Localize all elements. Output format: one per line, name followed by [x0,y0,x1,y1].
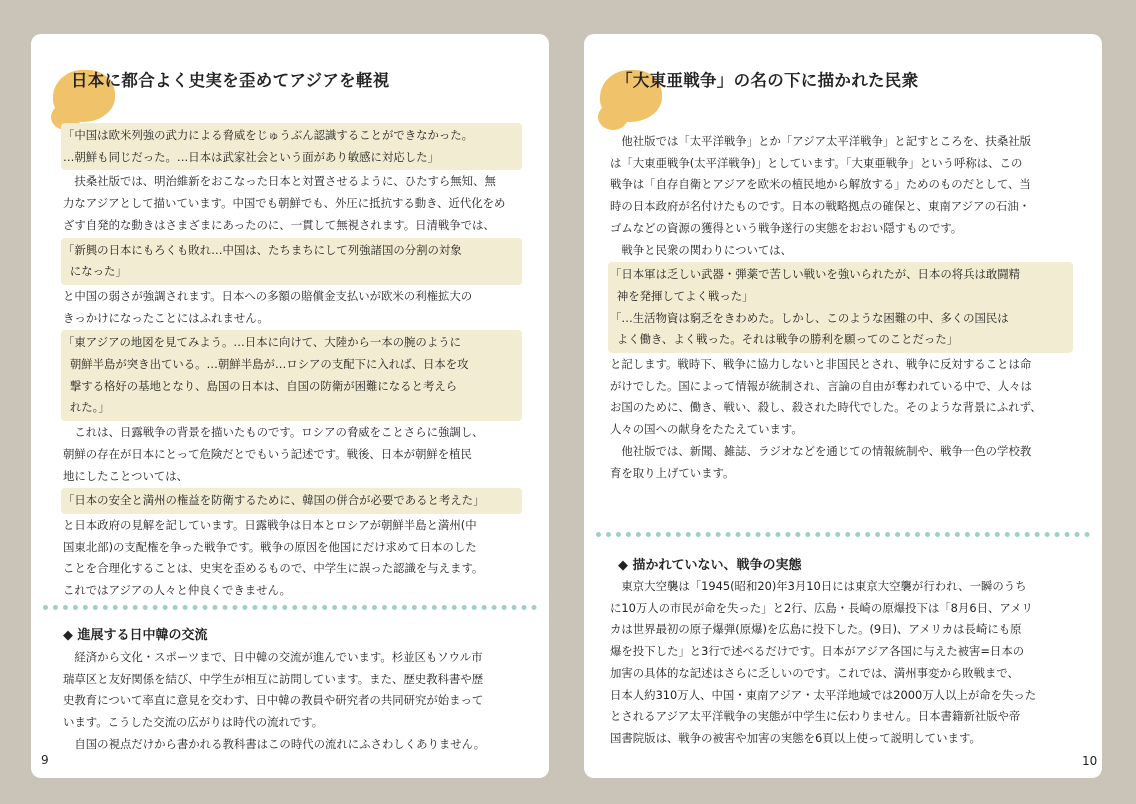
dotted-divider [596,532,1090,537]
page-title: 「大東亜戦争」の名の下に描かれた民衆 [616,71,919,90]
left-body: 「中国は欧米列強の武力による脅威をじゅうぶん認識することができなかった。 …朝鮮も同じだった。…日本は武家社会という面があり敏感に対応した」 扶桑社版では、明治維新をおこなった日本と対置させるように、ひたすら無知、無 力なアジアとして描いています。中国でも朝鮮でも、外圧に抵抗する動き、近代化をめ ざす自発的な動きはさまざまにあったのに、一貫して無視されます。日清戦争では、 「新興の日本にもろくも敗れ…中国は、たちまちにして列強諸国の分割の対象 になった」 と中国の弱さが強調されます。日本への多額の賠償金支払いが欧米の利権拡大の きっかけになったことにはふれません。 「東アジアの地図を見てみよう。…日本に向けて、大陸から一本の腕のように 朝鮮半島が突き出ている。…朝鮮半島が…ロシアの支配下に入れば、日本を攻 撃する格好の基地となり、島国の日本は、自国の防衛が困難になると考えら れた。」 これは、日露戦争の背景を描いたものです。ロシアの脅威をことさらに強調し、 朝鮮の存在が日本にとって危険だとでもいう記述です。戦後、日本が朝鮮を植民 地にしたことついては、 「日本の安全と満州の権益を防衛するために、韓国の併合が必要であると考えた」 と日本政府の見解を記しています。日露戦争は日本とロシアが朝鮮半島と満州(中 国東北部)の支配権を争った戦争です。戦争の原因を他国にだけ求めて日本のした ことを合理化することは、史実を歪めるもので、中学生に誤った認識を与えます。 これではアジアの人々と仲良くできません。 [63,122,519,602]
quote-block: 「日本の安全と満州の権益を防衛するために、韓国の併合が必要であると考えた」 [61,488,522,514]
right-body: 他社版では「太平洋戦争」とか「アジア太平洋戦争」と記すところを、扶桑社版 は「大東亜戦争(太平洋戦争)」としています。「大東亜戦争」という呼称は、この 戦争は「自存自衛とアジアを欧米の植民地から解放する」ためのものだとして、当 時の日本政府が名付けたものです。日本の戦略拠点の確保と、東南アジアの石油・ ゴムなどの資源の獲得という戦争遂行の実態をおおい隠すものです。 戦争と民衆の関わりについては、 「日本軍は乏しい武器・弾薬で苦しい戦いを強いられたが、日本の将兵は敢闘精 神を発揮してよく戦った」 「…生活物資は窮乏をきわめた。しかし、このような困難の中、多くの国民は よく働き、よく戦った。それは戦争の勝利を願ってのことだった」 と記します。戦時下、戦争に協力しないと非国民とされ、戦争に反対することは命 がけでした。国によって情報が統制され、言論の自由が奪われている中で、人々は お国のために、働き、戦い、殺し、殺された時代でした。そのような背景にふれず、 人々の国への献身をたたえています。 他社版では、新聞、雑誌、ラジオなどを通じての情報統制や、戦争一色の学校教 育を取り上げています。 [610,131,1070,484]
dotted-divider [43,605,537,610]
quote-block: 「新興の日本にもろくも敗れ…中国は、たちまちにして列強諸国の分割の対象 になった」 [61,238,522,285]
page-9 [31,34,549,778]
page-10 [584,34,1102,778]
quote-block: 「東アジアの地図を見てみよう。…日本に向けて、大陸から一本の腕のように 朝鮮半島が突き出ている。…朝鮮半島が…ロシアの支配下に入れば、日本を攻 撃する格好の基地となり、島国の日本は、自国の防衛が困難になると考えら れた。」 [61,330,522,421]
quote-block: 「中国は欧米列強の武力による脅威をじゅうぶん認識することができなかった。 …朝鮮も同じだった。…日本は武家社会という面があり敏感に対応した」 [61,123,522,170]
page-title: 日本に都合よく史実を歪めてアジアを軽視 [71,71,390,90]
left-body-2: 経済から文化・スポーツまで、日中韓の交流が進んでいます。杉並区もソウル市 瑞草区と友好関係を結び、中学生が相互に訪問しています。また、歴史教科書や歴 史教育について率直に意見を交わす、日中韓の教員や研究者の共同研究が始まって います。こうした交流の広がりは時代の流れです。 自国の視点だけから書かれる教科書はこの時代の流れにふさわしくありません。 [63,650,486,751]
section-subheading: ◆ 進展する日中韓の交流 [63,628,208,643]
right-body-2: 東京大空襲は「1945(昭和20)年3月10日には東京大空襲が行われ、一瞬のうち に10万人の市民が命を失った」と2行、広島・長崎の原爆投下は「8月6日、アメリ カは世界最初の原子爆弾(原爆)を広島に投下した。(9日)、アメリカは長崎にも原 爆を投下した」と3行で述べるだけです。日本がアジア各国に与えた被害=日本の 加害の具体的な記述はさらに乏しいのです。これでは、満州事変から敗戦まで、 日本人約310万人、中国・東南アジア・太平洋地域では2000万人以上が命を失った とされるアジア太平洋戦争の実態が中学生に伝わりません。日本書籍新社版や帝 国書院版は、戦争の被害や加害の実態を6頁以上使って説明しています。 [610,579,1037,745]
heading-blob-icon [598,104,628,130]
quote-block: 「日本軍は乏しい武器・弾薬で苦しい戦いを強いられたが、日本の将兵は敢闘精 神を発揮してよく戦った」 「…生活物資は窮乏をきわめた。しかし、このような困難の中、多くの国民は よく働き、よく戦った。それは戦争の勝利を願ってのことだった」 [608,262,1073,353]
section-subheading: ◆ 描かれていない、戦争の実態 [618,558,802,573]
page-number: 9 [41,753,49,767]
page-number: 10 [1082,754,1098,768]
